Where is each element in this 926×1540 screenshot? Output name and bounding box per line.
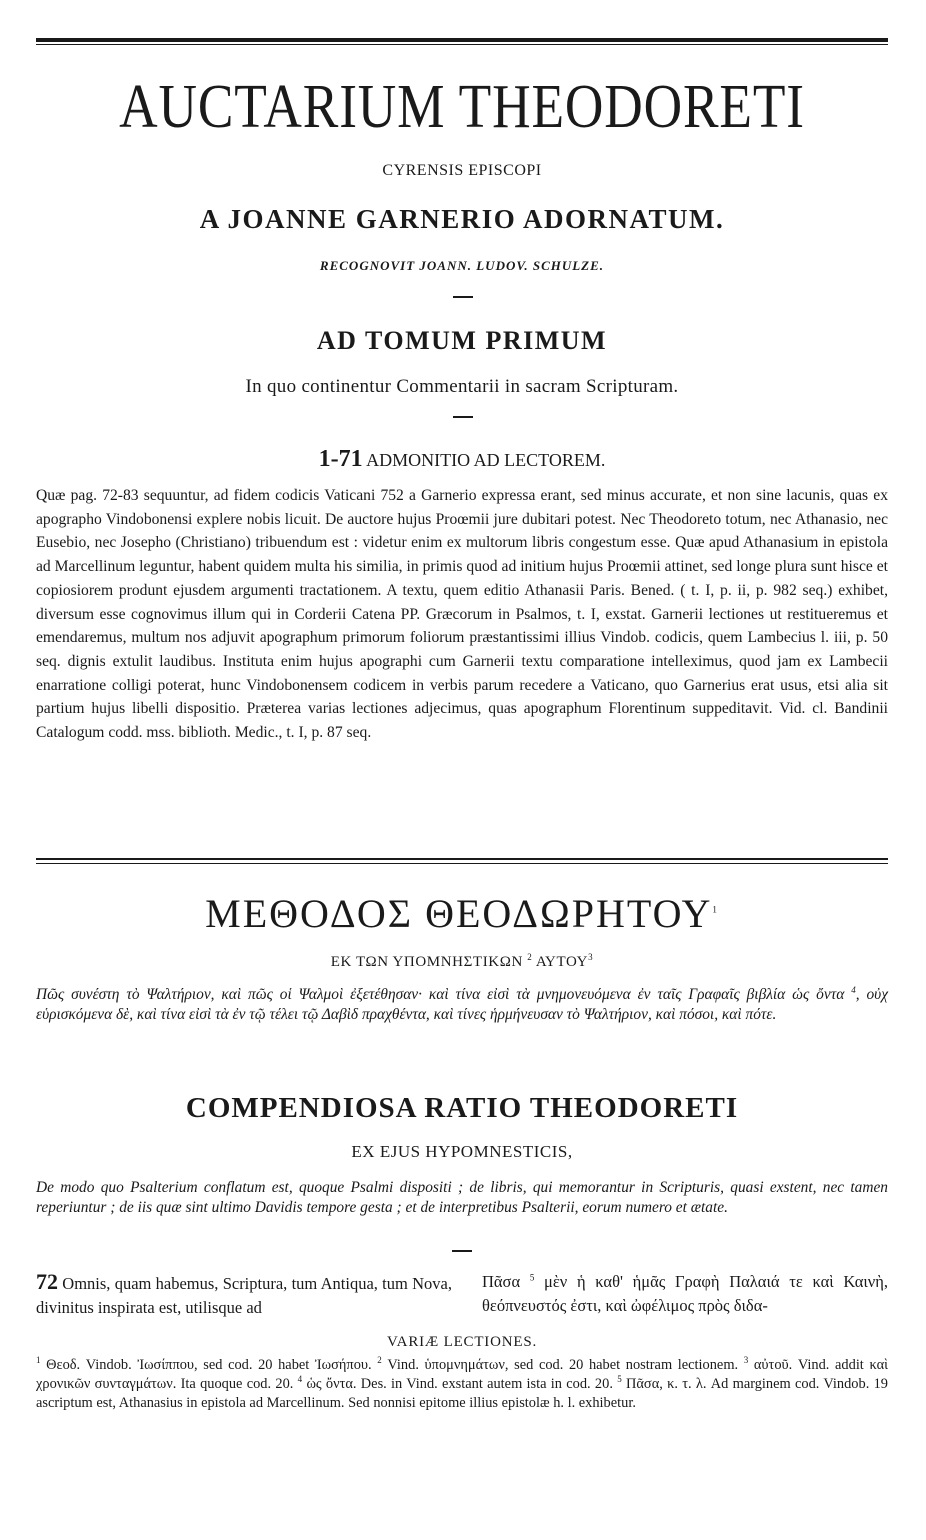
short-dash xyxy=(453,416,473,418)
latin-column xyxy=(36,1270,452,1320)
note-4: ὡς ὄντα. Des. in Vind. exstant autem ista in cod. 20. xyxy=(306,1376,613,1392)
page-range: 1-71 xyxy=(318,446,363,472)
greek-column xyxy=(482,1270,888,1318)
note-5: Πᾶσα, κ. τ. λ. Ad marginem cod. Vindob. 19 ascriptum est, Athanasius in epistola ad Marcellinum. Sed nonnisi epitome illius epistolæ h. l. exhibetur. xyxy=(36,1376,888,1411)
greek-italic-b: , οὐχ εὑρισκόμενα δὲ, καὶ τίνα εἰσὶ τὰ ἐν τῷ τέλει τῷ Δαβὶδ πραχθέντα, καὶ τίνες ἡρμήνευσαν τὸ Ψαλτήριον, καὶ πόσοι, καὶ πότε. xyxy=(36,986,888,1023)
greek-subtitle xyxy=(36,954,888,971)
greek-italic-a: Πῶς συνέστη τὸ Ψαλτήριον, καὶ πῶς οἱ Ψαλμοὶ ἐξετέθησαν· καὶ τίνα εἰσὶ τὰ μνημονευόμενα ἐν ταῖς Γραφαῖς βιβλία ὡς ὄντα xyxy=(36,986,845,1003)
short-dash xyxy=(453,296,473,298)
recognovit-line: RECOGNOVIT JOANN. LUDOV. SCHULZE. xyxy=(319,258,605,273)
note-number: 5 xyxy=(617,1374,622,1385)
variae-notes xyxy=(36,1356,888,1413)
subtitle-cyrensis: CYRENSIS EPISCOPI xyxy=(382,162,542,179)
greek-column-first-word: Πᾶσα xyxy=(482,1272,521,1291)
main-title: AUCTARIUM THEODORETI xyxy=(119,73,805,141)
note-number: 4 xyxy=(297,1374,303,1385)
compendiosa-italic-summary: De modo quo Psalterium conflatum est, quoque Psalmi dispositi ; de libris, qui memorantur in Scripturis, quasi exstent, nec tamen reperiuntur ; de iis quæ sint ultimo Davidis tempore gesta ; et de interpretibus Psalterii, eorum numero et ætate. xyxy=(36,1179,888,1216)
greek-column-text: μὲν ἡ καθ' ἡμᾶς Γραφὴ Παλαιά τε καὶ Καινὴ, θεόπνευστός ἐστι, καὶ ὠφέλιμος πρὸς διδα- xyxy=(482,1272,889,1315)
latin-column-text: Omnis, quam habemus, Scriptura, tum Antiqua, tum Nova, divinitus inspirata est, utilisque ad xyxy=(36,1274,452,1317)
tomus-heading: AD TOMUM PRIMUM xyxy=(316,326,608,355)
admonitio-paragraph: Quæ pag. 72-83 sequuntur, ad fidem codicis Vaticani 752 a Garnerio expressa erant, sed minus accurate, et non sine lacunis, quas ex apographo Vindobonensi explere nobis licuit. De auctore hujus Proœmii jure dubitari potest. Nec Theodoreto totum, nec Athanasio, nec Eusebio, nec Josepho (Christiano) tribuendum est : videtur enim ex multorum libris congestum esse. Quæ apud Athanasium in epistola ad Marcellinum leguntur, habent quidem multa his similia, in primis quod ad initium hujus Proœmii attinet, sed longe plura sunt hisce et copiosiorem produnt ejusdem argumenti tractationem. A textu, quem editio Athanasii Paris. Bened. ( t. I, p. ii, p. 982 seq.) exhibet, diversum esse cognovimus illum qui in Corderii Catena PP. Græcorum in Psalmos, t. I, exstat. Garnerii lectiones ut restitueremus et emendaremus, multum nos adjuvit apographum primorum foliorum præstantissimi illius Vindob. codicis, quem Lambecius l. iii, p. 50 seq. dignis extulit laudibus. Instituta enim hujus apographi cum Garnerii textu comparatione intelleximus, quod jam ex Lambecii enarratione colligi poterat, hunc Vindobonensem codicem in verbis parum recedere a Vaticano, quo Garnerius erat usus, etsi alia sit partium hujus libelli dispositio. Præterea varias lectiones adjecimus, quas apographum Florentinum suppeditavit. Vid. cl. Bandinii Catalogum codd. mss. biblioth. Medic., t. I, p. 87 seq. xyxy=(36,487,888,742)
footnote-ref: 5 xyxy=(529,1272,535,1283)
footnote-ref: 4 xyxy=(851,984,856,995)
greek-subtitle-word: ΑΥΤΟΥ xyxy=(535,954,589,970)
tomus-subheading: In quo continentur Commentarii in sacram Scripturam. xyxy=(245,376,679,397)
variae-heading: VARIÆ LECTIONES. xyxy=(386,1334,538,1350)
mid-double-rule xyxy=(36,858,888,860)
compendiosa-subtitle: EX EJUS HYPOMNESTICIS, xyxy=(351,1142,573,1161)
greek-title-text: ΜΕΘΟΔΟΣ ΘΕΟΔΩΡΗΤΟΥ xyxy=(205,891,713,936)
footnote-ref: 2 xyxy=(527,952,533,962)
greek-subtitle-text: ΕΚ ΤΩΝ ΥΠΟΜΝΗΣΤΙΚΩΝ xyxy=(330,954,523,970)
admonitio-heading: ADMONITIO AD LECTOREM. xyxy=(366,450,606,470)
subtitle-garnerio: A JOANNE GARNERIO ADORNATUM. xyxy=(199,204,725,234)
note-1: Θεοδ. Vindob. Ἰωσίππου, sed cod. 20 habet Ἰωσήπου. xyxy=(46,1357,372,1373)
note-3: αὐτοῦ. Vind. addit καὶ χρονικῶν συνταγμάτων. Ita quoque cod. 20. xyxy=(36,1357,888,1392)
greek-title xyxy=(36,890,888,937)
top-double-rule xyxy=(36,38,888,42)
compendiosa-title: COMPENDIOSA RATIO THEODORETI xyxy=(185,1092,739,1124)
column-number: 72 xyxy=(36,1269,58,1294)
note-number: 2 xyxy=(377,1355,382,1366)
short-dash xyxy=(452,1250,472,1252)
note-number: 3 xyxy=(743,1355,749,1366)
note-2: Vind. ὑπομνημάτων, sed cod. 20 habet nostram lectionem. xyxy=(387,1357,739,1373)
footnote-ref: 1 xyxy=(712,904,719,915)
admonitio-heading-line xyxy=(36,446,888,473)
greek-italic-summary xyxy=(36,985,888,1025)
footnote-ref: 3 xyxy=(588,952,594,962)
note-number: 1 xyxy=(36,1355,41,1366)
